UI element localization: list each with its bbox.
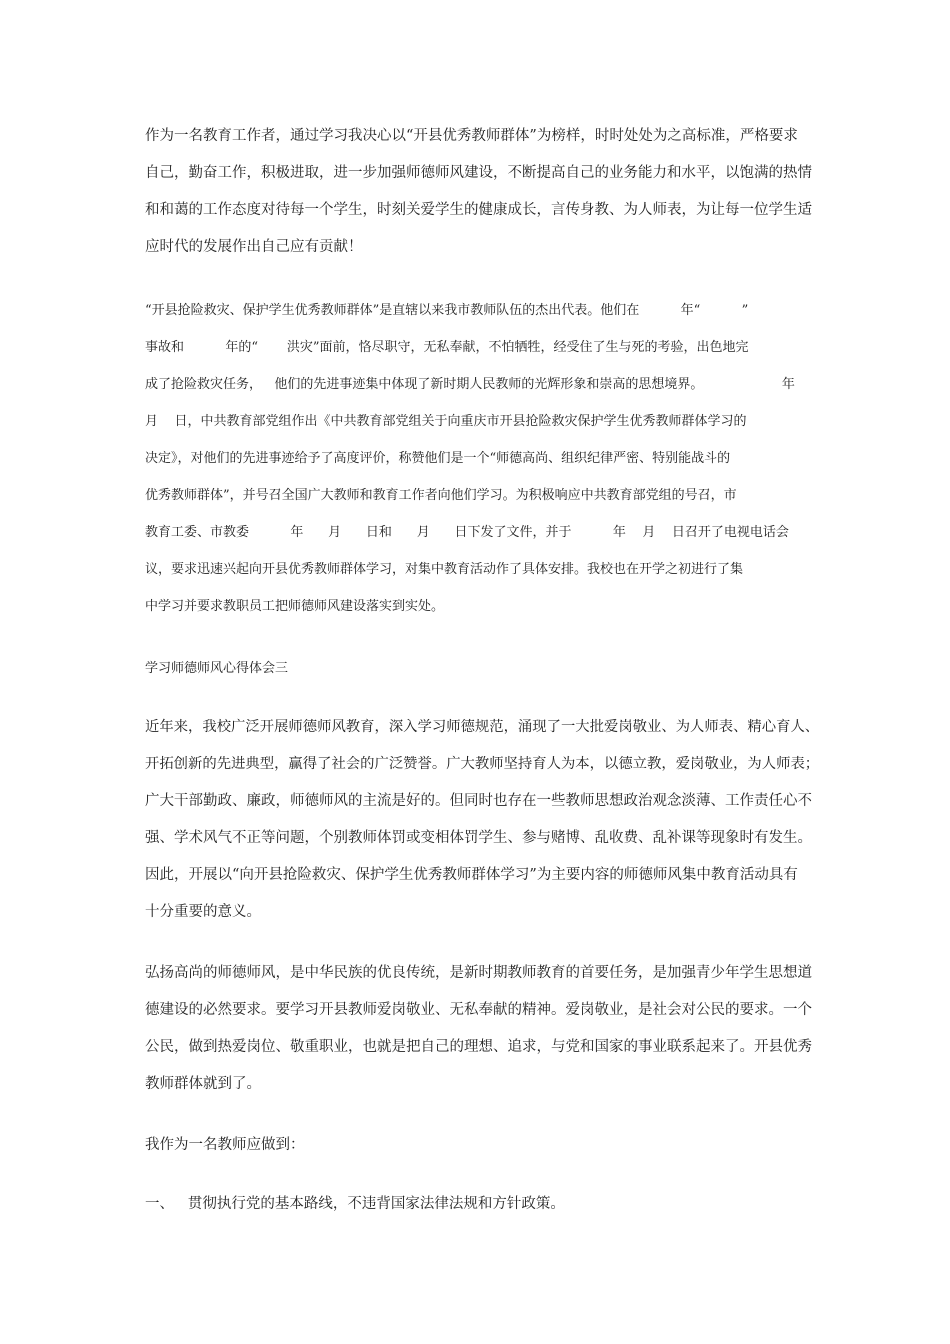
- paragraph-4-line-1: 弘扬高尚的师德师风，是中华民族的优良传统，是新时期教师教育的首要任务，是加强青少年学生思想道: [145, 965, 812, 981]
- paragraph-3-line-2: 开拓创新的先进典型，赢得了社会的广泛赞誉。广大教师坚持育人为本，以德立教，爱岗敬业，为人师表；: [145, 756, 820, 772]
- paragraph-2-line-9: 中学习并要求教职员工把师德师风建设落实到实处。: [145, 599, 445, 614]
- paragraph-2-line-7: 教育工委、市教委 年 月 日和 月 日下发了文件，并于 年 月 日召开了电视电话会: [145, 525, 789, 540]
- paragraph-2-line-6: 优秀教师群体”，并号召全国广大教师和教育工作者向他们学习。为积极响应中共教育部党组的号召，市: [145, 488, 737, 503]
- paragraph-5: 我作为一名教师应做到：: [145, 1137, 305, 1153]
- paragraph-2-line-1: “开县抢险救灾、保护学生优秀教师群体”是直辖以来我市教师队伍的杰出代表。他们在 年“ ”: [145, 303, 749, 318]
- paragraph-2-line-4: 月 日，中共教育部党组作出《中共教育部党组关于向重庆市开县抢险救灾保护学生优秀教师群体学习的: [145, 414, 747, 429]
- paragraph-1-line-1: 作为一名教育工作者，通过学习我决心以“开县优秀教师群体”为榜样，时时处处为之高标准，严格要求: [145, 128, 798, 144]
- paragraph-4-line-2: 德建设的必然要求。要学习开县教师爱岗敬业、无私奉献的精神。爱岗敬业，是社会对公民的要求。一个: [145, 1002, 812, 1018]
- paragraph-1-line-3: 和和蔼的工作态度对待每一个学生，时刻关爱学生的健康成长，言传身教、为人师表，为让每一位学生适: [145, 202, 812, 218]
- paragraph-3-line-4: 强、学术风气不正等问题，个别教师体罚或变相体罚学生、参与赌博、乱收费、乱补课等现象时有发生。: [145, 830, 812, 846]
- paragraph-4-line-3: 公民，做到热爱岗位、敬重职业，也就是把自己的理想、追求，与党和国家的事业联系起来了。开县优秀: [145, 1039, 812, 1055]
- paragraph-1-line-2: 自己，勤奋工作，积极进取，进一步加强师德师风建设，不断提高自己的业务能力和水平，以饱满的热情: [145, 165, 812, 181]
- paragraph-3-line-1: 近年来，我校广泛开展师德师风教育，深入学习师德规范，涌现了一大批爱岗敬业、为人师表、精心育人、: [145, 719, 820, 735]
- paragraph-3-line-6: 十分重要的意义。: [145, 904, 261, 920]
- paragraph-3-line-3: 广大干部勤政、廉政，师德师风的主流是好的。但同时也存在一些教师思想政治观念淡薄、工作责任心不: [145, 793, 812, 809]
- paragraph-2-line-8: 议，要求迅速兴起向开县优秀教师群体学习，对集中教育活动作了具体安排。我校也在开学之初进行了集: [145, 562, 744, 577]
- paragraph-2-line-5: 决定》，对他们的先进事迹给予了高度评价，称赞他们是一个“师德高尚、组织纪律严密、特别能战斗的: [145, 451, 731, 466]
- paragraph-2-line-2: 事故和 年的“ 洪灾”面前，恪尽职守，无私奉献，不怕牺牲，经受住了生与死的考验，出色地完: [145, 340, 749, 355]
- paragraph-2-line-3: 成了抢险救灾任务， 他们的先进事迹集中体现了新时期人民教师的光辉形象和崇高的思想境界。 年: [145, 377, 795, 392]
- paragraph-3-line-5: 因此，开展以“向开县抢险救灾、保护学生优秀教师群体学习”为主要内容的师德师风集中教育活动具有: [145, 867, 798, 883]
- section-heading: 学习师德师风心得体会三: [145, 661, 289, 676]
- paragraph-6-list-item-1: 一、 贯彻执行党的基本路线，不违背国家法律法规和方针政策。: [145, 1196, 565, 1212]
- paragraph-4-line-4: 教师群体就到了。: [145, 1076, 261, 1092]
- paragraph-1-line-4: 应时代的发展作出自己应有贡献！: [145, 239, 363, 255]
